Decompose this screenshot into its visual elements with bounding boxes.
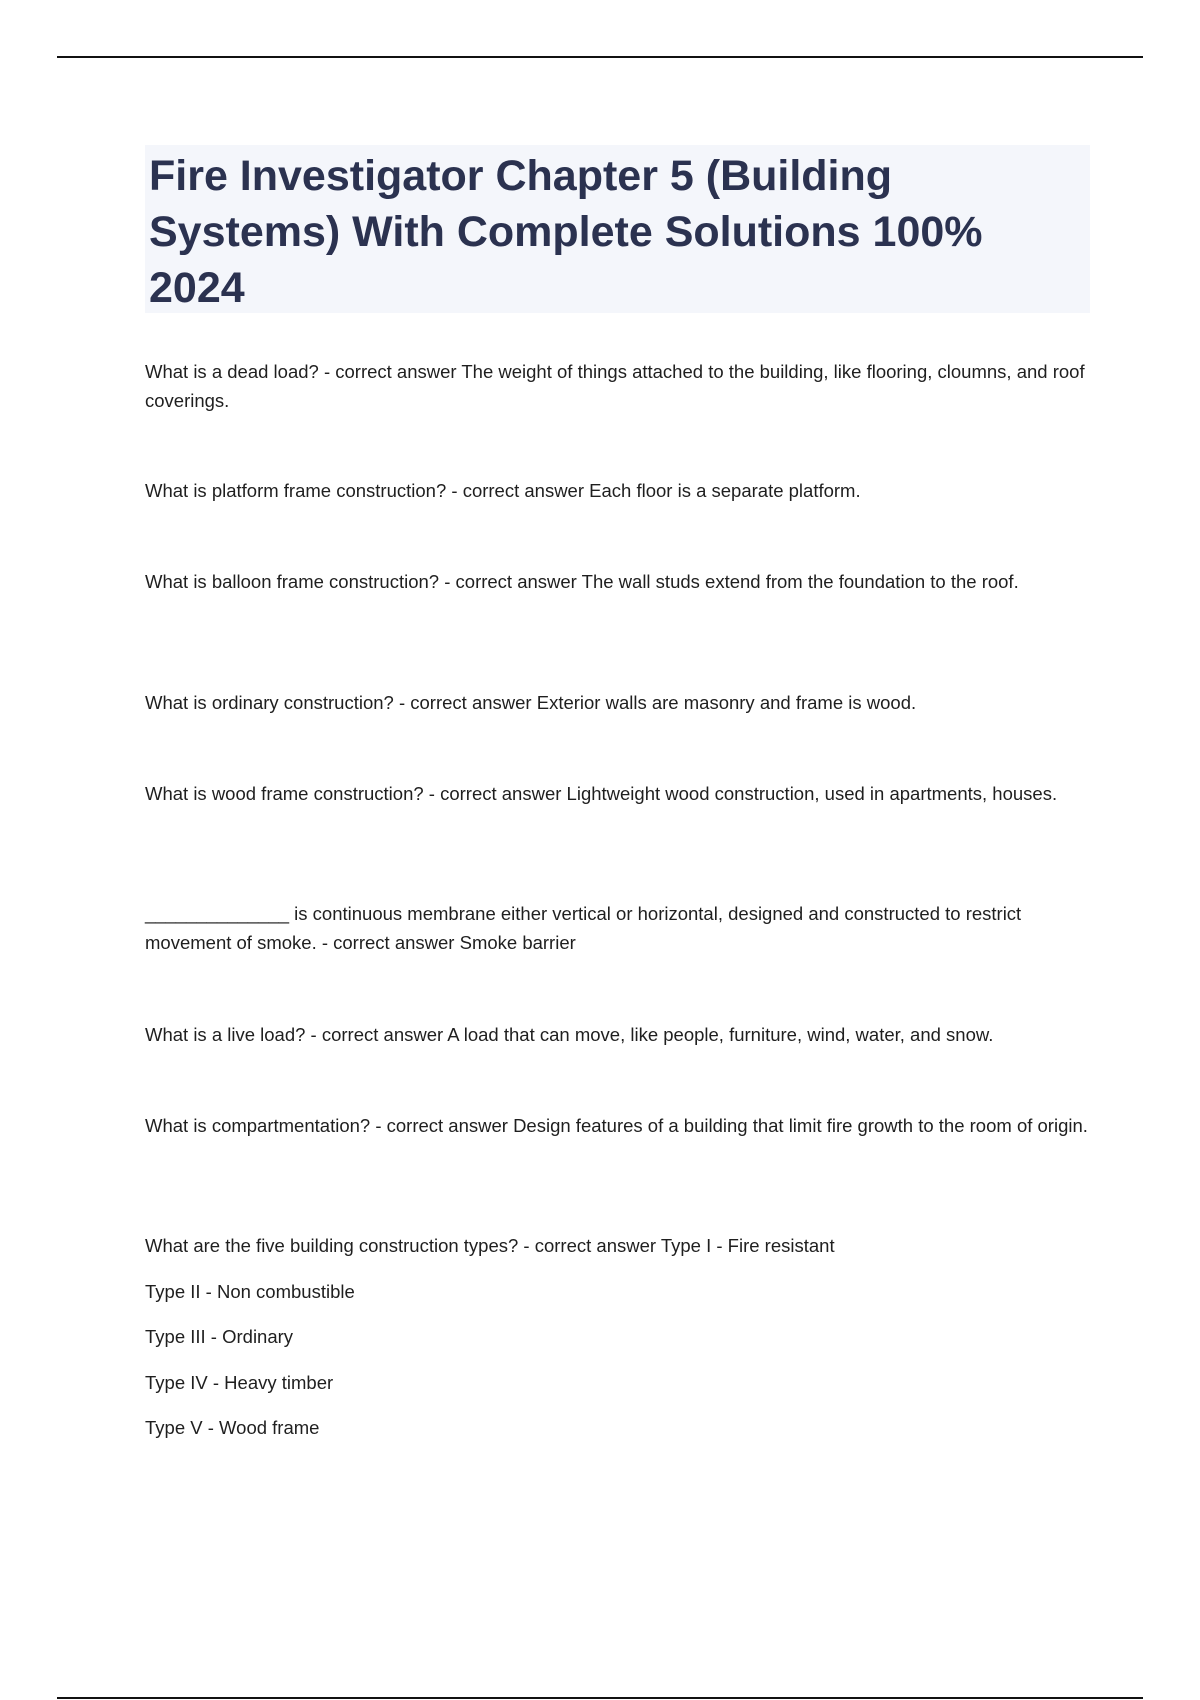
qa-item-smoke-barrier: ______________ is continuous membrane either vertical or horizontal, designed and constructed to restrict movement of smoke. - correct answer Smoke barrier xyxy=(145,903,1022,953)
top-rule xyxy=(57,56,1143,58)
title-banner xyxy=(145,145,1090,313)
qa-item-construction-types: What are the five building construction types? - correct answer Type I - Fire resistant xyxy=(145,1235,835,1256)
type-list-item: Type IV - Heavy timber xyxy=(145,1372,334,1393)
qa-item-balloon-frame: What is balloon frame construction? - correct answer The wall studs extend from the foundation to the roof. xyxy=(145,571,1019,592)
qa-item-dead-load: What is a dead load? - correct answer The weight of things attached to the building, like flooring, cloumns, and roof coverings. xyxy=(145,361,1085,411)
qa-item-wood-frame: What is wood frame construction? - correct answer Lightweight wood construction, used in apartments, houses. xyxy=(145,783,1058,804)
qa-item-live-load: What is a live load? - correct answer A load that can move, like people, furniture, wind, water, and snow. xyxy=(145,1024,994,1045)
type-list-item: Type II - Non combustible xyxy=(145,1281,355,1302)
bottom-rule xyxy=(57,1697,1143,1699)
qa-item-compartmentation: What is compartmentation? - correct answer Design features of a building that limit fire growth to the room of origin. xyxy=(145,1115,1088,1136)
qa-item-platform-frame: What is platform frame construction? - correct answer Each floor is a separate platform. xyxy=(145,480,861,501)
type-list-item: Type III - Ordinary xyxy=(145,1326,294,1347)
type-list-item: Type V - Wood frame xyxy=(145,1417,320,1438)
document-title: Fire Investigator Chapter 5 (Building Systems) With Complete Solutions 100% 2024 xyxy=(149,152,983,312)
qa-item-ordinary-construction: What is ordinary construction? - correct answer Exterior walls are masonry and frame is wood. xyxy=(145,692,917,713)
